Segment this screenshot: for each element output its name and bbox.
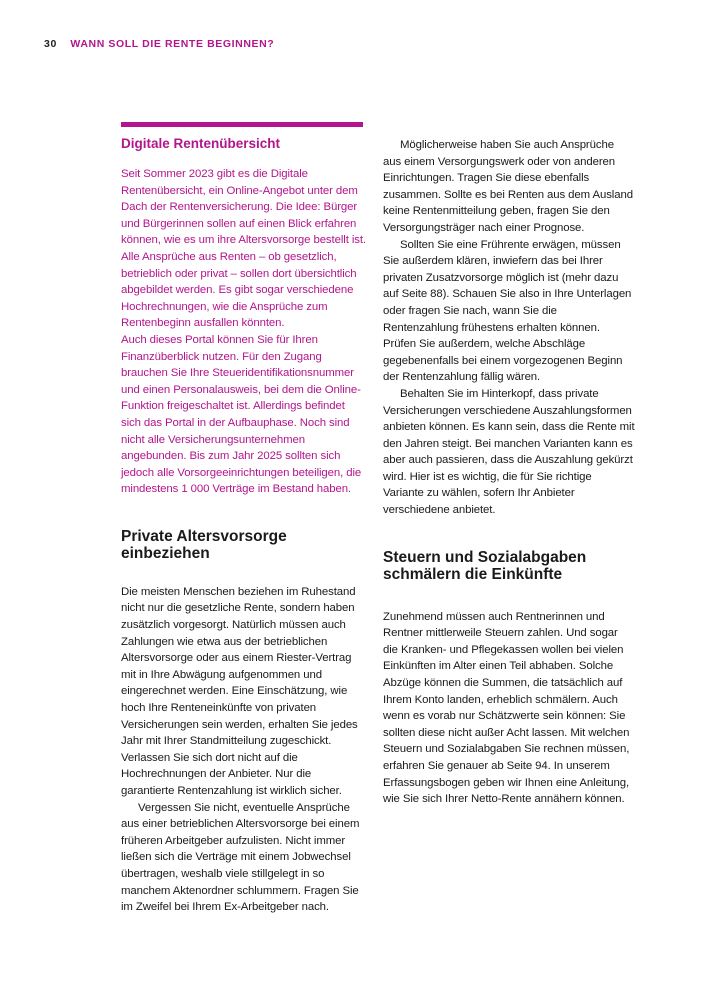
right-column	[383, 137, 635, 808]
running-title: WANN SOLL DIE RENTE BEGINNEN?	[70, 38, 275, 50]
body-paragraph: Sollten Sie eine Frührente erwägen, müssen Sie außerdem klären, inwiefern das bei Ihrer privaten Zusatzvorsorge möglich ist (mehr dazu auf Seite 88). Schauen Sie also in Ihre Unterlagen oder fragen Sie nach, wann Sie die Rentenzahlung frühestens erhalten können. Prüfen Sie außerdem, welche Abschläge gegebenenfalls bei einem vorgezogenen Beginn der Rentenzahlung fällig wären.	[383, 238, 632, 384]
body-paragraph: Zunehmend müssen auch Rentnerinnen und Rentner mittlerweile Steuern zahlen. Und sogar die Kranken- und Pflegekassen wollen bei vielen Einkünften im Alter einen Teil abhaben. Solche Abzüge können die Summen, die tatsächlich auf Ihrem Konto landen, erheblich schmälern. Auch wenn es vorab nur Schätzwerte sein können: Sie sollten diese nicht außer Acht lassen. Mit welchen Steuern und Sozialabgaben Sie rechnen müssen, erfahren Sie genauer ab Seite 94. In unserem Erfassungsbogen geben wir Ihnen eine Anleitung, wie Sie sich Ihrer Netto-Rente annähern können.	[383, 610, 630, 806]
body-paragraph: Behalten Sie im Hinterkopf, dass private Versicherungen verschiedene Auszahlungsformen anbieten können. Es kann sein, dass die Rente mit den Jahren steigt. Bei manchen Varianten kann es aber auch passieren, dass die Auszahlung gekürzt wird. Hier ist es wichtig, die für Sie richtige Variante zu wählen, sofern Ihr Anbieter verschiedene anbietet.	[383, 387, 635, 517]
section-heading-private-vorsorge: Private Altersvorsorge einbeziehen	[121, 527, 287, 562]
section-heading-steuern: Steuern und Sozialabgaben schmälern die Einkünfte	[383, 548, 587, 583]
left-column	[121, 122, 367, 916]
body-paragraph: Möglicherweise haben Sie auch Ansprüche aus einem Versorgungswerk oder von anderen Einrichtungen. Tragen Sie diese ebenfalls zusammen. Sollte es bei Renten aus dem Ausland keine Rentenmitteilung geben, fragen Sie den Versorgungsträger nach einer Prognose.	[383, 139, 633, 234]
body-paragraph: Vergessen Sie nicht, eventuelle Ansprüche aus einer betrieblichen Altersvorsorge bei einem früheren Arbeitgeber aufzulisten. Nicht immer ließen sich die Verträge mit einem Jobwechsel übertragen, weshalb viele stillgelegt in so manchem Aktenordner schlummern. Fragen Sie im Zweifel bei Ihrem Ex-Arbeitgeber nach.	[121, 801, 360, 914]
info-box-rule	[121, 122, 363, 127]
info-box-title: Digitale Rentenübersicht	[121, 136, 281, 151]
info-box	[121, 122, 367, 498]
info-box-paragraph-1: Seit Sommer 2023 gibt es die Digitale Rentenübersicht, ein Online-Angebot unter dem Dach der Rentenversicherung. Die Idee: Bürger und Bürgerinnen sollen auf einen Blick erfahren können, wie es um ihre Altersvorsorge bestellt ist. Alle Ansprüche aus Renten – ob gesetzlich, betrieblich oder privat – sollen dort übersichtlich abgebildet werden. Es gibt sogar verschiedene Hochrechnungen, wie die Ansprüche zum Rentenbeginn ausfallen könnten.	[121, 168, 366, 330]
info-box-paragraph-2: Auch dieses Portal können Sie für Ihren Finanzüberblick nutzen. Für den Zugang brauchen Sie Ihre Steueridentifikationsnummer und einen Personalausweis, bei dem die Online-Funktion freigeschaltet ist. Allerdings befindet sich das Portal in der Aufbauphase. Noch sind nicht alle Versicherungsunternehmen angebunden. Bis zum Jahr 2025 sollten sich jedoch alle Vorsorgeeinrichtungen beteiligen, die mindestens 1 000 Verträge im Bestand haben.	[121, 333, 362, 496]
page-number: 30	[44, 38, 57, 50]
running-header	[44, 38, 274, 50]
body-paragraph: Die meisten Menschen beziehen im Ruhestand nicht nur die gesetzliche Rente, sondern haben zusätzlich vorgesorgt. Natürlich müssen auch Zahlungen wie etwa aus der betrieblichen Altersvorsorge oder aus einem Riester-Vertrag mit in Ihre Abwägung aufgenommen und eingerechnet werden. Eine Einschätzung, wie hoch Ihre Renteneinkünfte von privaten Versicherungen sein werden, erhalten Sie jedes Jahr mit Ihrer Standmitteilung zugeschickt. Verlassen Sie sich dort nicht auf die Hochrechnungen der Anbieter. Nur die garantierte Rentenzahlung ist wirklich sicher.	[121, 585, 358, 797]
